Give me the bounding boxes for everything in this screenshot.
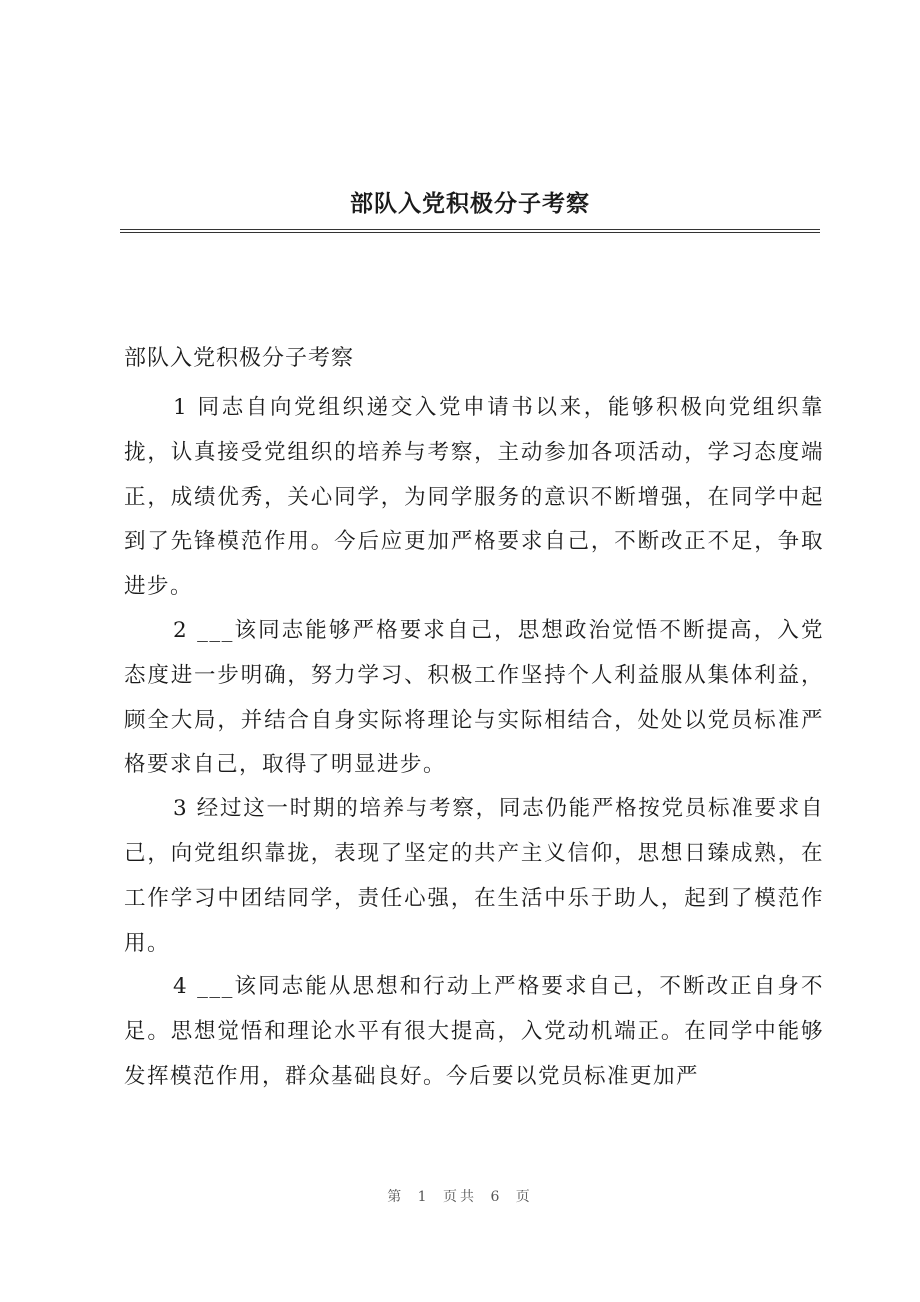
page-title: 部队入党积极分子考察	[350, 190, 590, 217]
paragraph-1: 1 同志自向党组织递交入党申请书以来，能够积极向党组织靠拢，认真接受党组织的培养与考察，主动参加各项活动，学习态度端正，成绩优秀，关心同学，为同学服务的意识不断增强，在同学中起到了先锋模范作用。今后应更加严格要求自己，不断改正不足，争取进步。	[124, 395, 824, 600]
paragraph-2: 2 ___该同志能够严格要求自己，思想政治觉悟不断提高，入党态度进一步明确，努力学习、积极工作坚持个人利益服从集体利益，顾全大局，并结合自身实际将理论与实际相结合，处处以党员标准严格要求自己，取得了明显进步。	[124, 617, 824, 778]
document-heading: 部队入党积极分子考察	[124, 346, 355, 371]
document-body	[124, 340, 824, 1099]
page-number-footer: 第 1 页共 6 页	[387, 1189, 533, 1205]
paragraph-3: 3 经过这一时期的培养与考察，同志仍能严格按党员标准要求自己，向党组织靠拢，表现了坚定的共产主义信仰，思想日臻成熟，在工作学习中团结同学，责任心强，在生活中乐于助人，起到了模范作用。	[124, 796, 824, 956]
paragraph-4: 4 ___该同志能从思想和行动上严格要求自己，不断改正自身不足。思想觉悟和理论水平有很大提高，入党动机端正。在同学中能够发挥模范作用，群众基础良好。今后要以党员标准更加严	[124, 974, 824, 1089]
title-divider	[120, 229, 820, 233]
